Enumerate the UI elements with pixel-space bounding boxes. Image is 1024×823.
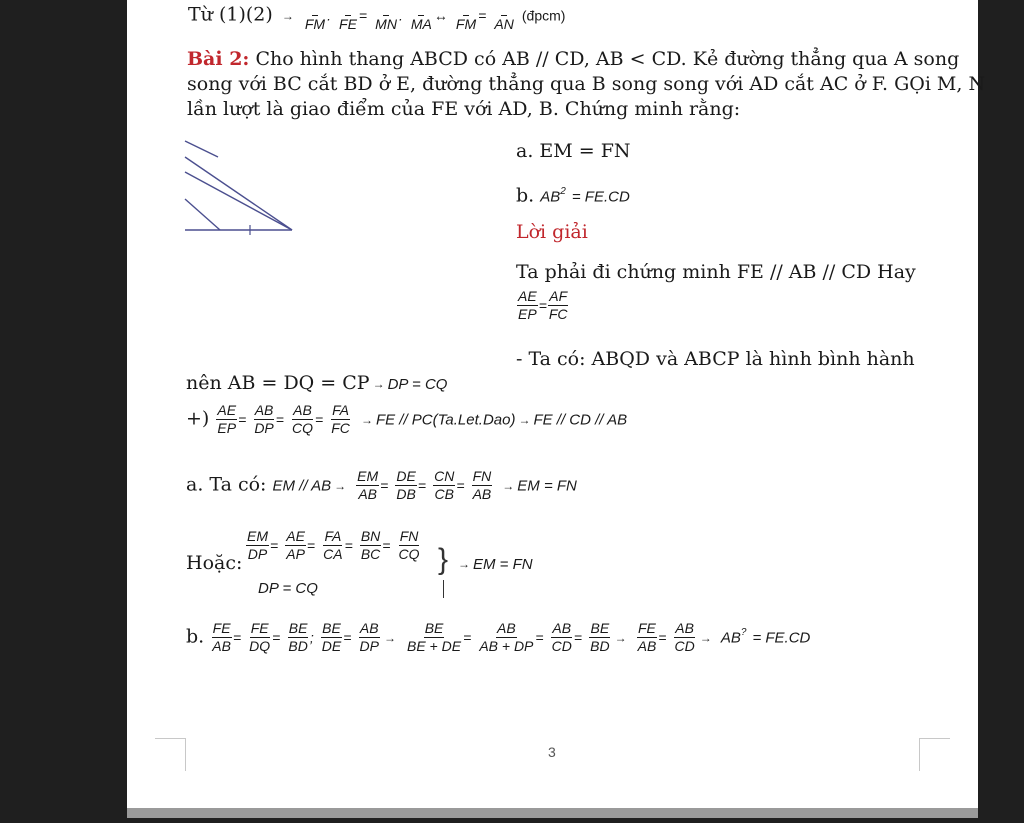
part-a-line: a. Ta có: EM // AB → $\frac{EM}{AB}$ = $\frac{DE}{DB}$ = $\frac{CN}{CB}$ = $\frac{FN}{AB}$ → EM = FN [186,468,577,502]
alt-second-line: DP = CQ [258,580,318,597]
part-b-line: b. $\frac{FE}{AB}$ = $\frac{FE}{DQ}$ = $\frac{BE}{BD}$ ; $\frac{BE}{DE}$ = $\frac{AB}{DP}$ → $\frac{BE}{BE + DE}$ = $\frac{AB}{AB + DP}$ = $\frac{AB}{CD}$ = $\frac{BE}{BD}$ → $\frac{FE}{AB}$ = $\frac{AB}{CD}$ → AB? = FE.CD [186,620,811,654]
corner-mark-left [155,738,186,771]
parallelogram-text: - Ta có: ABQD và ABCP là hình bình hành [516,348,915,370]
alt-brace: } [438,543,449,576]
top-cropped-line: Từ (1)(2) → FM . FE = MN . MA ↔ FM = AN (đpcm) [188,0,565,33]
alt-fraction-chain: $\frac{EM}{DP}$ = $\frac{AE}{AP}$ = $\frac{FA}{CA}$ = $\frac{BN}{BC}$ = $\frac{FN}{CQ}$ [247,528,420,562]
problem-line-1: Bài 2: Cho hình thang ABCD có AB // CD, AB < CD. Kẻ đường thẳng qua A song [187,48,960,70]
task-a: a. EM = FN [516,140,631,162]
task-b: b. $AB^2 = FE.CD$ [516,184,630,207]
alt-result: → EM = FN [458,556,533,573]
problem-line-2: song với BC cắt BD ở E, đường thẳng qua B song song với AD cắt AC ở F. GỌi M, N [187,73,986,95]
alt-label: Hoặc: [186,552,243,574]
trapezoid-figure [180,135,300,235]
alt-brace-tail [443,580,444,598]
bottom-scroll-bar[interactable] [127,808,978,818]
problem-line-3: lần lượt là giao điểm của FE với AD, B. Chứng minh rằng: [187,98,741,120]
corner-mark-right [919,738,950,771]
must-prove-text: Ta phải đi chứng minh FE // AB // CD Hay [516,261,916,283]
solution-heading: Lời giải [516,221,588,243]
equal-line: nên AB = DQ = CP → DP = CQ [186,372,448,394]
must-prove-fraction: $\frac{AE}{EP}$ = $\frac{AF}{FC}$ [518,288,568,322]
page-number: 3 [548,744,556,760]
plus-line: +) $\frac{AE}{EP}$ = $\frac{AB}{DP}$ = $\frac{AB}{CQ}$ = $\frac{FA}{FC}$ → FE // PC(Ta.Let.Dao) → FE // CD // AB [186,402,628,436]
